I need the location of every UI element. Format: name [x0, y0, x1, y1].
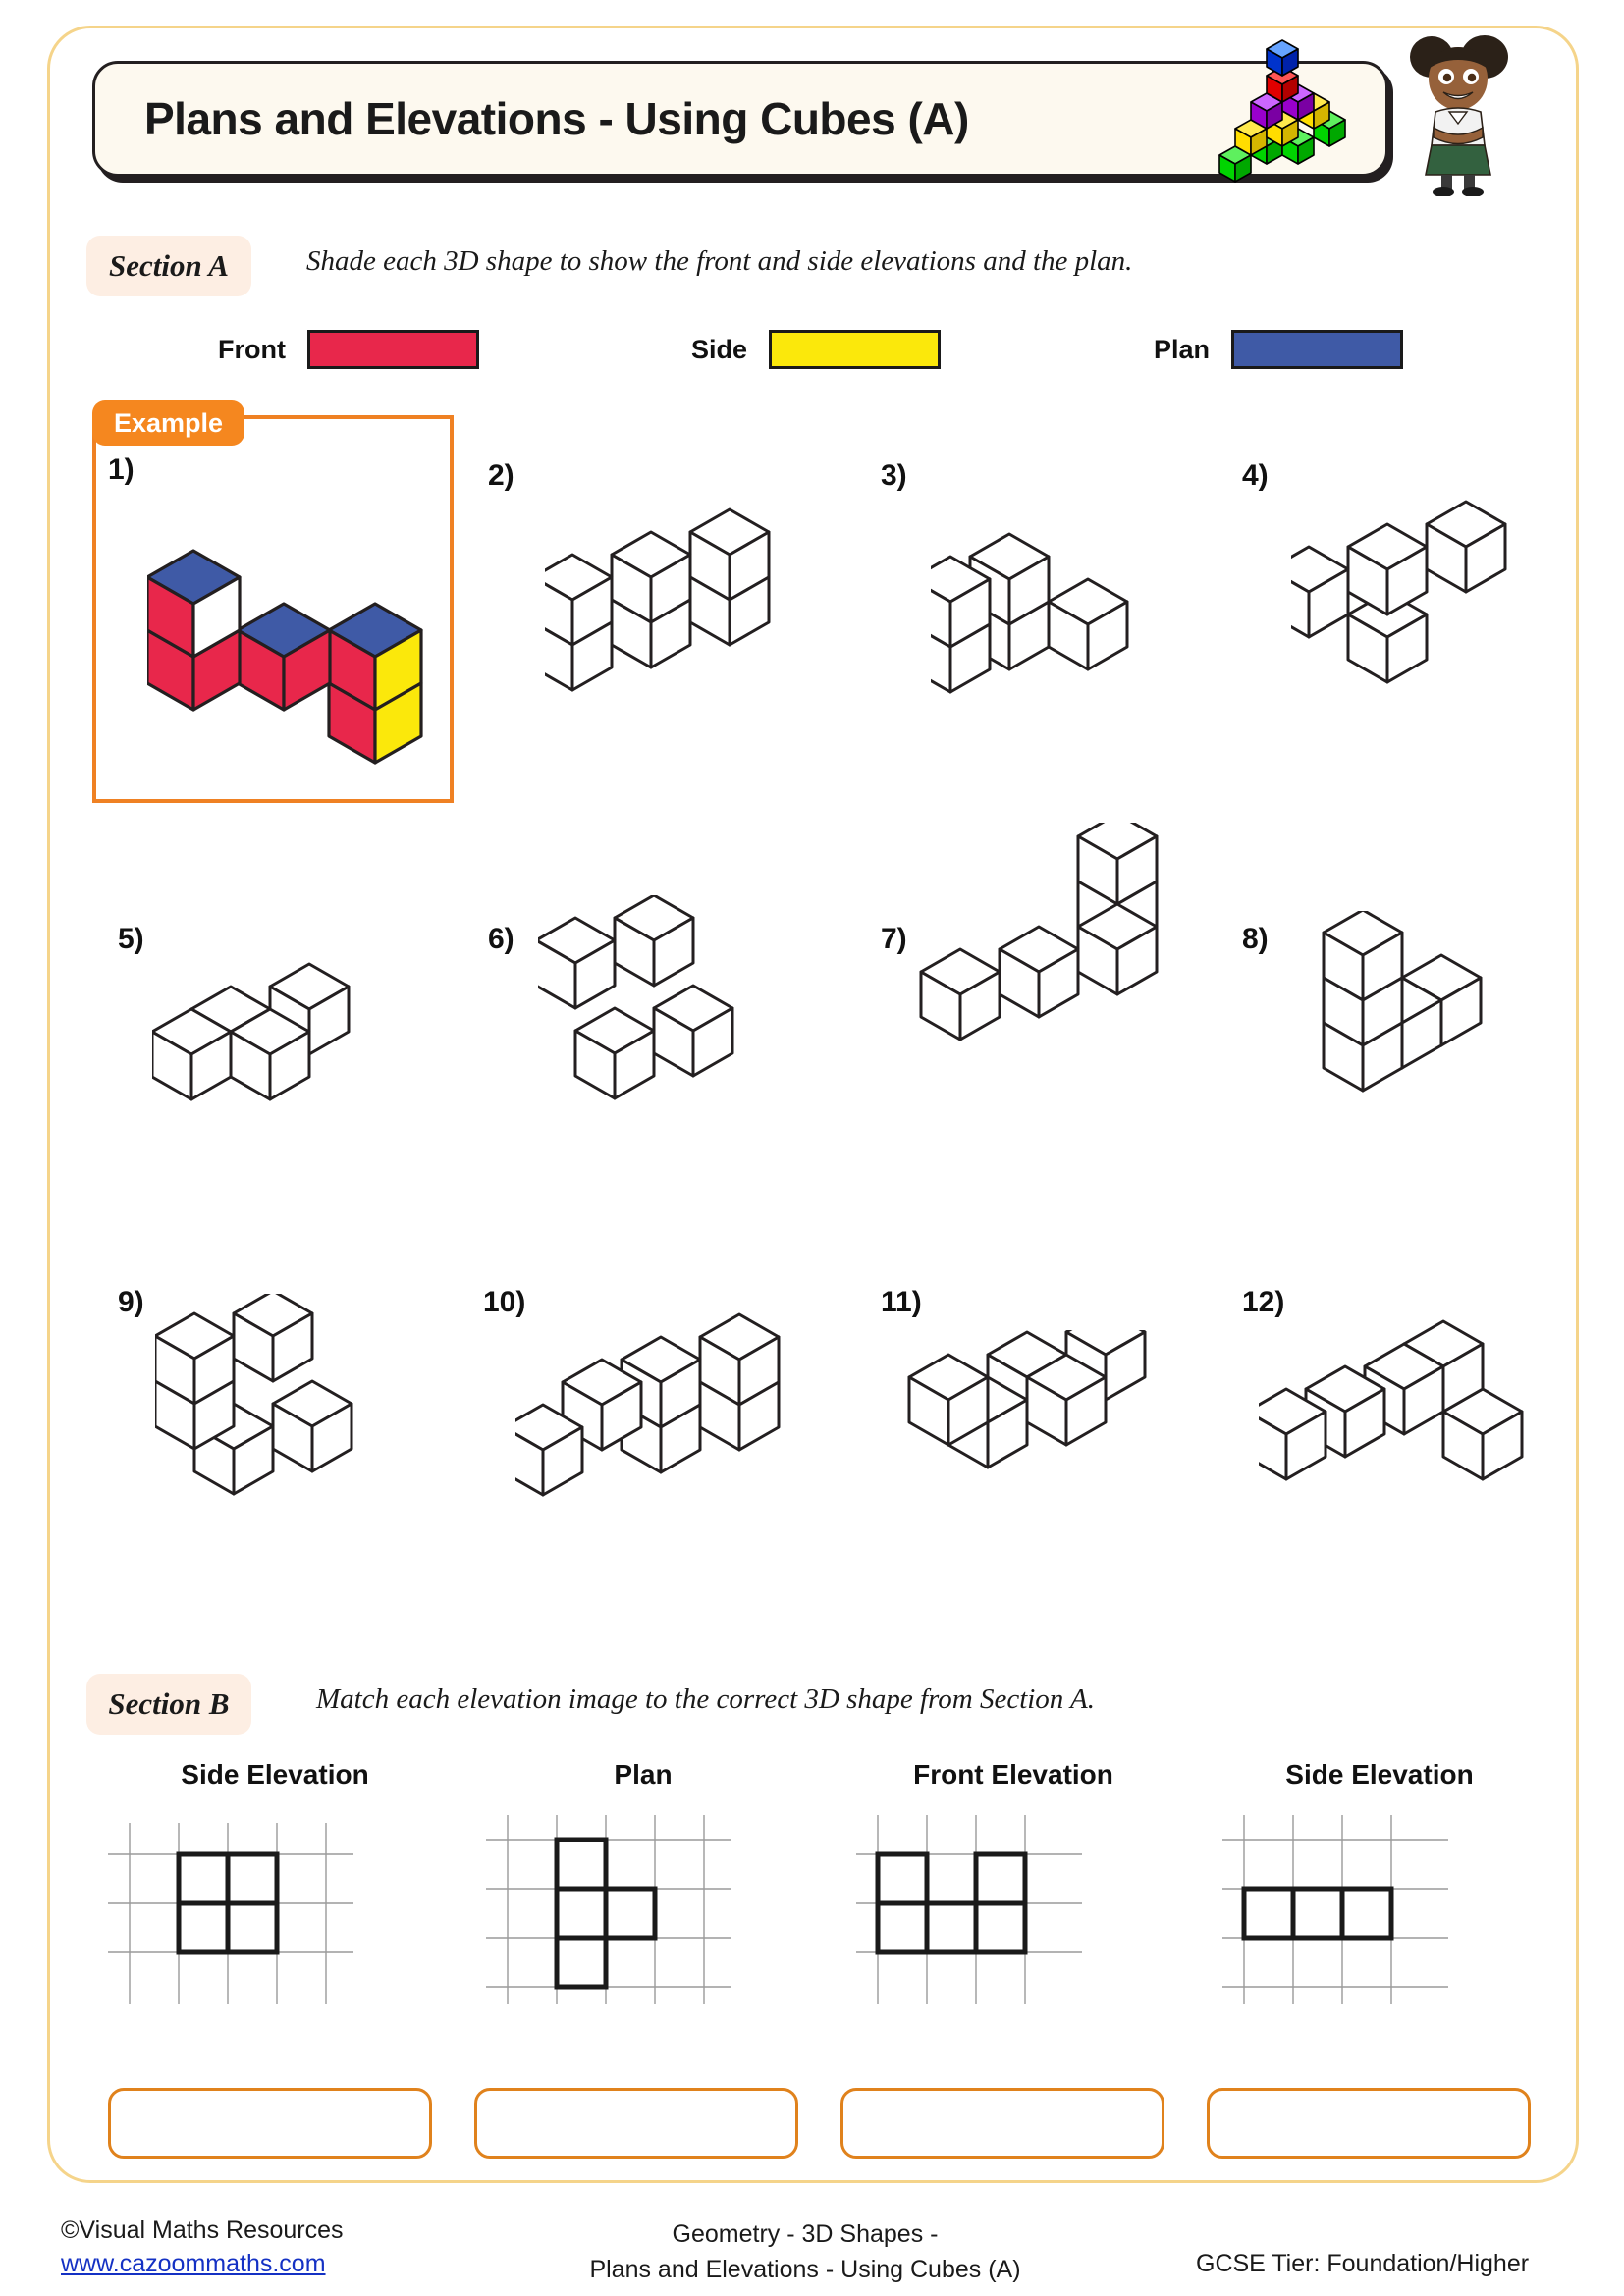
shape-1-isometric [147, 481, 432, 775]
section-a-label: Section A [108, 248, 229, 283]
example-tag: Example [92, 400, 244, 446]
section-b-pill [86, 1674, 251, 1735]
section-a-pill [86, 236, 251, 296]
legend-front-swatch [307, 330, 479, 369]
question-number-10: 10) [483, 1286, 526, 1318]
shape-6-isometric [538, 895, 793, 1170]
shape-8-isometric [1286, 911, 1551, 1156]
elevation-grid-3 [846, 1803, 1180, 2014]
footer-website-link[interactable]: www.cazoommaths.com [61, 2250, 326, 2277]
page-title: Plans and Elevations - Using Cubes (A) [144, 93, 969, 144]
answer-box-3[interactable] [840, 2088, 1164, 2159]
legend-front [218, 330, 479, 369]
elevation-title-3: Front Elevation [913, 1759, 1113, 1789]
elevation-title-1: Side Elevation [181, 1759, 369, 1789]
footer-center [569, 2216, 1041, 2288]
question-number-1: 1) [108, 454, 135, 486]
shape-10-isometric [515, 1298, 830, 1543]
title-box [92, 61, 1388, 177]
legend-side [691, 330, 941, 369]
shape-2-isometric [545, 481, 810, 726]
question-number-8: 8) [1242, 923, 1269, 955]
legend-side-label: Side [691, 334, 748, 364]
shape-3-isometric [931, 471, 1206, 726]
elevation-grid-2 [476, 1803, 810, 2014]
answer-box-2[interactable] [474, 2088, 798, 2159]
question-number-5: 5) [118, 923, 144, 955]
shape-5-isometric [152, 962, 417, 1158]
footer-copyright: ©Visual Maths Resources [61, 2216, 344, 2244]
legend-plan-label: Plan [1154, 334, 1211, 364]
question-number-11: 11) [881, 1286, 922, 1318]
shape-12-isometric [1259, 1310, 1553, 1556]
answer-box-4[interactable] [1207, 2088, 1531, 2159]
legend-front-label: Front [218, 334, 286, 364]
legend-side-swatch [769, 330, 941, 369]
legend-plan-swatch [1231, 330, 1403, 369]
elevation-cell-3 [846, 1759, 1180, 2014]
shape-9-isometric [155, 1294, 420, 1549]
section-a-instruction: Shade each 3D shape to show the front and side elevations and the plan. [306, 245, 1133, 277]
student-avatar-icon [1394, 29, 1522, 196]
answer-box-1[interactable] [108, 2088, 432, 2159]
shape-11-isometric [882, 1330, 1196, 1556]
elevation-title-4: Side Elevation [1285, 1759, 1474, 1789]
section-b-instruction: Match each elevation image to the correct 3D shape from Section A. [316, 1683, 1095, 1715]
elevation-cell-2 [476, 1759, 810, 2014]
footer-tier: GCSE Tier: Foundation/Higher [1196, 2250, 1530, 2277]
section-b-label: Section B [108, 1686, 230, 1721]
question-number-2: 2) [488, 459, 514, 492]
footer-center-line2: Plans and Elevations - Using Cubes (A) [589, 2256, 1021, 2284]
question-number-3: 3) [881, 459, 907, 492]
title-banner [92, 61, 1388, 177]
question-number-4: 4) [1242, 459, 1269, 492]
question-number-12: 12) [1242, 1286, 1285, 1318]
shape-7-isometric [884, 823, 1198, 1166]
elevation-grid-1 [108, 1803, 442, 2014]
elevation-cell-1 [108, 1759, 442, 2014]
legend-plan [1154, 330, 1403, 369]
elevation-cell-4 [1213, 1759, 1546, 2014]
elevation-grid-4 [1213, 1803, 1546, 2014]
question-number-9: 9) [118, 1286, 144, 1318]
elevation-title-2: Plan [614, 1759, 673, 1789]
question-number-6: 6) [488, 923, 514, 955]
footer-center-line1: Geometry - 3D Shapes - [672, 2220, 939, 2248]
shape-4-isometric [1291, 461, 1546, 746]
question-number-7: 7) [881, 923, 907, 955]
footer-website-wrap[interactable] [61, 2250, 326, 2278]
